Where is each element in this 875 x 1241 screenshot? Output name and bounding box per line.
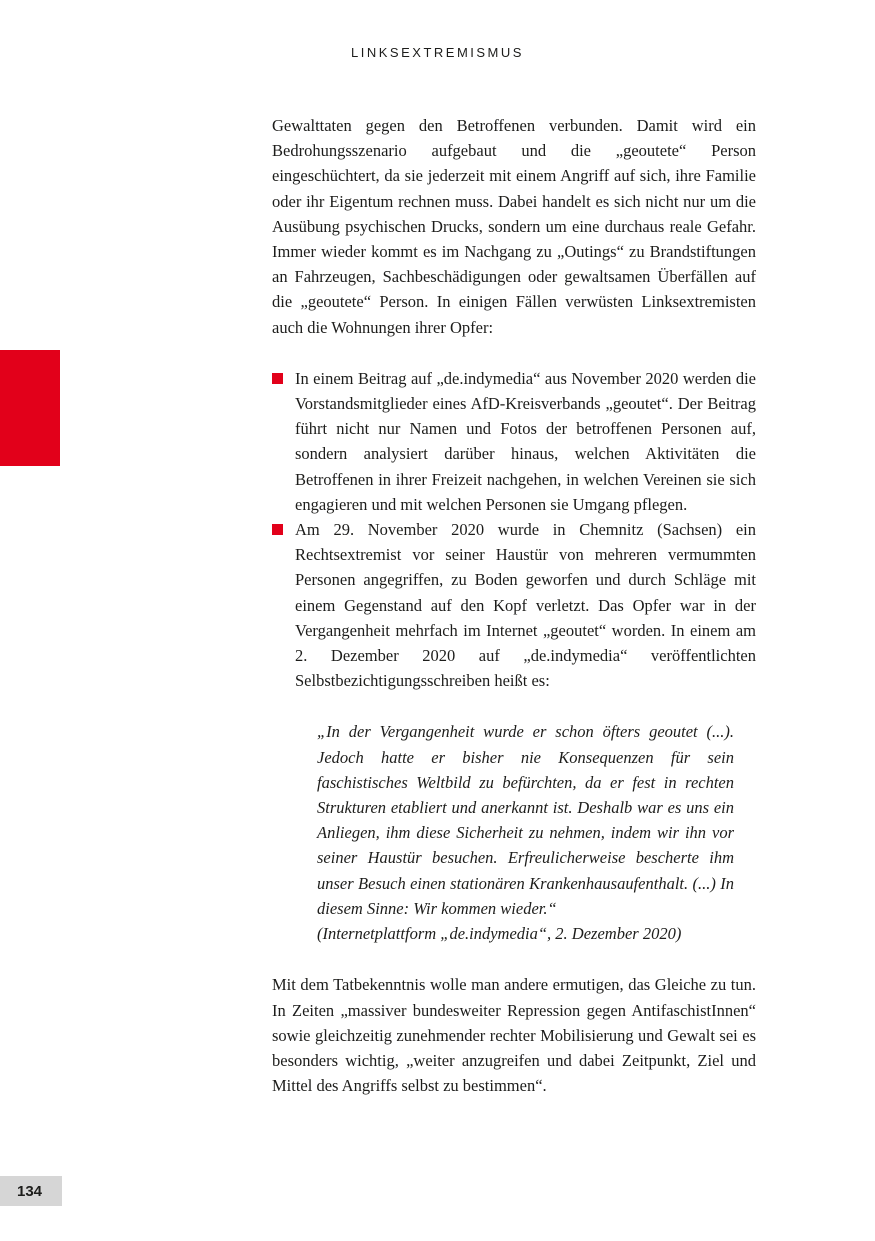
quote-attribution: (Internetplattform „de.indymedia“, 2. Dezember 2020)	[317, 924, 682, 944]
chapter-tab-marker	[0, 350, 60, 466]
incident-list	[272, 366, 756, 694]
page-number-band	[0, 1176, 62, 1206]
running-header: LINKSEXTREMISMUS	[351, 45, 524, 60]
closing-paragraph: Mit dem Tatbekenntnis wolle man andere ermutigen, das Gleiche zu tun. In Zeiten „massiver bundesweiter Repression gegen AntifaschistInnen“ sowie gleichzeitig zunehmender rechter Mobilisierung und Gewalt sei es besonders wichtig, „weiter anzugreifen und dabei Zeitpunkt, Ziel und Mittel des Angriffs selbst zu bestimmen“.	[272, 975, 756, 1096]
square-bullet-icon	[272, 373, 283, 384]
list-item	[272, 366, 756, 517]
page-body	[272, 113, 756, 1098]
list-item-text: In einem Beitrag auf „de.indymedia“ aus November 2020 werden die Vorstandsmitglieder eines AfD-Kreisverbands „geoutet“. Der Beitrag führt nicht nur Namen und Fotos der betroffenen Personen auf, sondern analysiert darüber hinaus, welchen Aktivitäten die Betroffenen in ihrer Freizeit nachgehen, in welchen Vereinen sie sich engagieren und mit welchen Personen sie Umgang pflegen.	[295, 368, 756, 514]
list-item-text: Am 29. November 2020 wurde in Chemnitz (Sachsen) ein Rechtsextremist vor seiner Haustür von mehreren vermummten Personen angegriffen, zu Boden geworfen und durch Schläge mit einem Gegenstand auf den Kopf verletzt. Das Opfer war in der Vergangenheit mehrfach im Internet „geoutet“ worden. In einem am 2. Dezember 2020 auf „de.indymedia“ veröffentlichten Selbstbezichtigungsschreiben heißt es:	[295, 520, 756, 691]
square-bullet-icon	[272, 524, 283, 535]
page-number: 134	[17, 1182, 43, 1200]
list-item	[272, 517, 756, 693]
quote-text: „In der Vergangenheit wurde er schon öfters geoutet (...). Jedoch hatte er bisher nie Konsequenzen für sein faschistisches Weltbild zu befürchten, da er fest in rechten Strukturen etabliert und anerkannt ist. Deshalb war es uns ein Anliegen, ihm diese Sicherheit zu nehmen, indem wir ihn vor seiner Haustür besuchen. Erfreulicherweise bescherte ihm unser Besuch einen stationären Krankenhausaufenthalt. (...) In diesem Sinne: Wir kommen wieder.“	[317, 722, 734, 918]
intro-paragraph: Gewalttaten gegen den Betroffenen verbunden. Damit wird ein Bedrohungsszenario aufgebaut und die „geoutete“ Person eingeschüchtert, da sie jederzeit mit einem Angriff auf sich, ihre Familie oder ihr Eigentum rechnen muss. Dabei handelt es sich nicht nur um die Ausübung psychischen Drucks, sondern um eine durchaus reale Gefahr. Immer wieder kommt es im Nachgang zu „Outings“ zu Brandstiftungen an Fahrzeugen, Sachbeschädigungen oder gewaltsamen Überfällen auf die „geoutete“ Person. In einigen Fällen verwüsten Linksextremisten auch die Wohnungen ihrer Opfer:	[272, 116, 756, 337]
blockquote	[317, 719, 756, 946]
